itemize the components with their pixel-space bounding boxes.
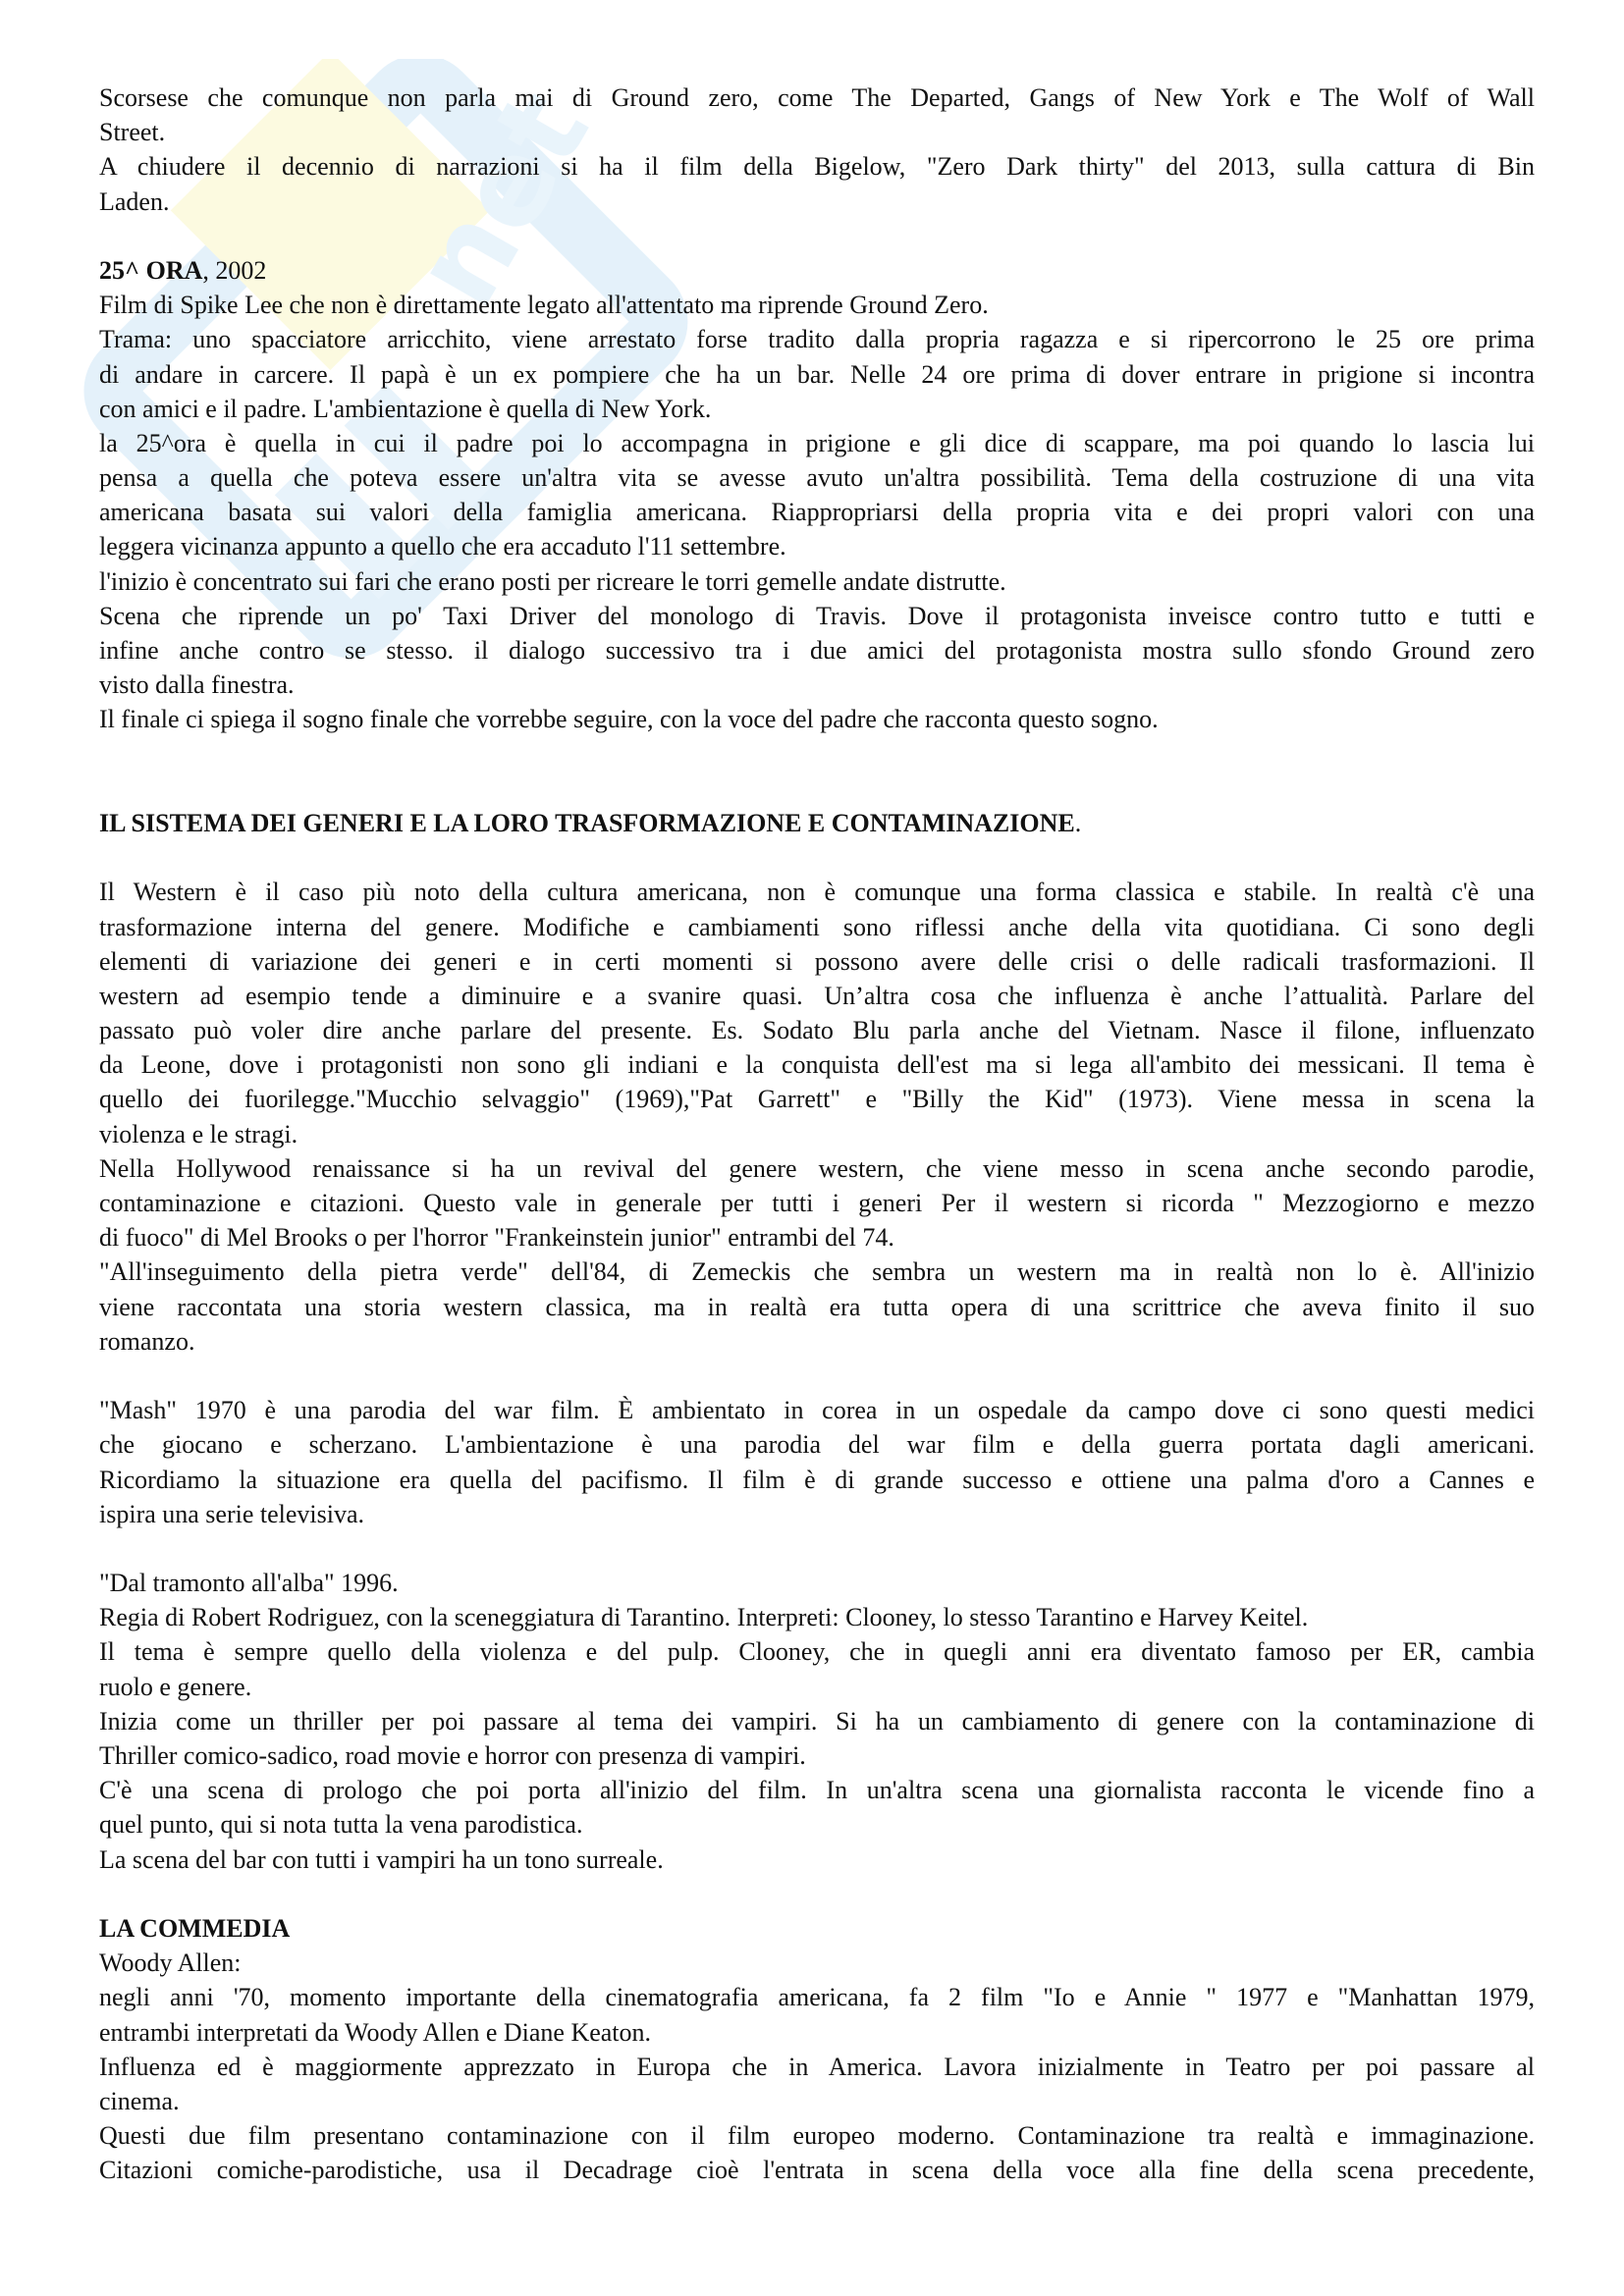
text-line: che giocano e scherzano. L'ambientazione è una parodia del war film e della guerra portata dagli americani. xyxy=(99,1430,1535,1460)
text-line: Nella Hollywood renaissance si ha un revival del genere western, che viene messo in scena anche secondo parodie, xyxy=(99,1153,1535,1183)
text-line: Questi due film presentano contaminazione con il film europeo moderno. Contaminazione tra realtà e immaginazione. xyxy=(99,2121,1535,2151)
text-line: passato può voler dire anche parlare del presente. Es. Sodato Blu parla anche del Vietnam. Nasce il filone, influenzato xyxy=(99,1016,1535,1045)
text-line: Regia di Robert Rodriguez, con la sceneggiatura di Tarantino. Interpreti: Clooney, lo stesso Tarantino e Harvey Keitel. xyxy=(99,1603,1309,1632)
text-line: Laden. xyxy=(99,187,170,216)
blank-line xyxy=(99,772,1535,806)
text-line: Scena che riprende un po' Taxi Driver del monologo di Travis. Dove il protagonista inveisce contro tutto e tutti e xyxy=(99,601,1535,630)
paragraph xyxy=(99,1566,1535,1877)
text-line: "All'inseguimento della pietra verde" dell'84, di Zemeckis che sembra un western ma in realtà non lo è. All'inizio xyxy=(99,1257,1535,1287)
text-line: quel punto, qui si nota tutta la vena parodistica. xyxy=(99,1810,583,1840)
heading-rest-text: . xyxy=(1074,808,1082,837)
blank-line xyxy=(99,1359,1535,1393)
text-line: da Leone, dove i protagonisti non sono gli indiani e la conquista dell'est ma si lega all'ambito dei messicani. Il tema è xyxy=(99,1050,1535,1080)
text-line: Film di Spike Lee che non è direttamente legato all'attentato ma riprende Ground Zero. xyxy=(99,291,989,320)
document-page xyxy=(99,80,1535,2187)
text-line: ruolo e genere. xyxy=(99,1672,252,1701)
text-line: La scena del bar con tutti i vampiri ha un tono surreale. xyxy=(99,1844,664,1874)
text-line: "Mash" 1970 è una parodia del war film. È ambientato in corea in un ospedale da campo dove ci sono questi medici xyxy=(99,1396,1535,1425)
text-line: trasformazione interna del genere. Modifiche e cambiamenti sono riflessi anche della vita quotidiana. Ci sono degli xyxy=(99,912,1535,941)
text-line: cinema. xyxy=(99,2086,180,2115)
heading-bold-text: LA COMMEDIA xyxy=(99,1913,291,1943)
text-line: leggera vicinanza appunto a quello che era accaduto l'11 settembre. xyxy=(99,532,786,561)
text-line: infine anche contro se stesso. il dialogo successivo tra i due amici del protagonista mostra sullo sfondo Ground zero xyxy=(99,636,1535,665)
text-line: Inizia come un thriller per poi passare al tema dei vampiri. Si ha un cambiamento di genere con la contaminazione di xyxy=(99,1706,1535,1735)
heading-bold-text: 25^ ORA xyxy=(99,255,203,285)
text-line: viene raccontata una storia western classica, ma in realtà era tutta opera di una scrittrice che aveva finito il suo xyxy=(99,1292,1535,1321)
text-line: di fuoco" di Mel Brooks o per l'horror "Frankeinstein junior" entrambi del 74. xyxy=(99,1223,894,1253)
blank-line xyxy=(99,219,1535,253)
paragraph xyxy=(99,875,1535,1359)
text-line: negli anni '70, momento importante della cinematografia americana, fa 2 film "Io e Annie " 1977 e "Manhattan 1979, xyxy=(99,1983,1535,2012)
text-line: Scorsese che comunque non parla mai di Ground zero, come The Departed, Gangs of New York e The Wolf of Wall xyxy=(99,83,1535,112)
blank-line xyxy=(99,1531,1535,1566)
text-line: Thriller comico-sadico, road movie e horror con presenza di vampiri. xyxy=(99,1741,806,1770)
text-line: visto dalla finestra. xyxy=(99,670,295,700)
text-line: Il Western è il caso più noto della cultura americana, non è comunque una forma classica e stabile. In realtà c'è una xyxy=(99,878,1535,907)
blank-line xyxy=(99,737,1535,772)
text-line: Influenza ed è maggiormente apprezzato in Europa che in America. Lavora inizialmente in Teatro per poi passare al xyxy=(99,2052,1535,2081)
paragraph xyxy=(99,80,1535,219)
text-line: pensa a quella che poteva essere un'altra vita se avesse avuto un'altra possibilità. Tema della costruzione di una vita xyxy=(99,463,1535,493)
text-line: Woody Allen: xyxy=(99,1949,242,1978)
svg-text:net: net xyxy=(387,69,617,329)
text-line: Trama: uno spacciatore arricchito, viene arrestato forse tradito dalla propria ragazza e si ripercorrono le 25 ore prima xyxy=(99,325,1535,354)
text-line: contaminazione e citazioni. Questo vale in generale per tutti i generi Per il western si ricorda " Mezzogiorno e mezzo xyxy=(99,1189,1535,1217)
text-line: C'è una scena di prologo che poi porta all'inizio del film. In un'altra scena una giornalista racconta le vicende fino a xyxy=(99,1776,1535,1805)
text-line: elementi di variazione dei generi e in certi momenti si possono avere delle crisi o delle radicali trasformazioni. Il xyxy=(99,946,1535,976)
text-line: Ricordiamo la situazione era quella del pacifismo. Il film è di grande successo e ottiene una palma d'oro a Cannes e xyxy=(99,1465,1535,1494)
text-line: americana basata sui valori della famiglia americana. Riappropriarsi della propria vita e dei propri valori con una xyxy=(99,498,1535,527)
section-heading xyxy=(99,806,1535,840)
text-line: di andare in carcere. Il papà è un ex pompiere che ha un bar. Nelle 24 ore prima di dover entrare in prigione si incontra xyxy=(99,359,1535,389)
blank-line xyxy=(99,1877,1535,1911)
text-line: Il finale ci spiega il sogno finale che vorrebbe seguire, con la voce del padre che racconta questo sogno. xyxy=(99,705,1159,734)
text-line: con amici e il padre. L'ambientazione è quella di New York. xyxy=(99,394,712,423)
text-line: A chiudere il decennio di narrazioni si ha il film della Bigelow, "Zero Dark thirty" del 2013, sulla cattura di Bin xyxy=(99,152,1535,182)
heading-bold-text: IL SISTEMA DEI GENERI E LA LORO TRASFORMAZIONE E CONTAMINAZIONE xyxy=(99,808,1075,837)
text-line: Street. xyxy=(99,118,166,147)
text-line: la 25^ora è quella in cui il padre poi lo accompagna in prigione e gli dice di scappare, ma poi quando lo lascia lui xyxy=(99,428,1535,457)
paragraph xyxy=(99,1393,1535,1531)
text-line: western ad esempio tende a diminuire e a svanire quasi. Un’altra cosa che influenza è anche l’attualità. Parlare del xyxy=(99,981,1535,1010)
blank-line xyxy=(99,840,1535,875)
text-line: violenza e le stragi. xyxy=(99,1119,298,1148)
text-line: l'inizio è concentrato sui fari che erano posti per ricreare le torri gemelle andate distrutte. xyxy=(99,566,1006,596)
section-heading xyxy=(99,253,1535,288)
text-line: ispira una serie televisiva. xyxy=(99,1499,365,1528)
heading-rest-text: , 2002 xyxy=(202,255,267,285)
text-line: quello dei fuorilegge."Mucchio selvaggio" (1969),"Pat Garrett" e "Billy the Kid" (1973). Viene messa in scena la xyxy=(99,1085,1535,1114)
text-line: Citazioni comiche-parodistiche, usa il Decadrage cioè l'entrata in scena della voce alla fine della scena precedente, xyxy=(99,2156,1535,2185)
section-heading xyxy=(99,1911,1535,1946)
text-line: Il tema è sempre quello della violenza e del pulp. Clooney, che in quegli anni era diventato famoso per ER, cambia xyxy=(99,1637,1535,1667)
paragraph xyxy=(99,1946,1535,2187)
paragraph xyxy=(99,288,1535,736)
text-line: "Dal tramonto all'alba" 1996. xyxy=(99,1569,399,1598)
text-line: romanzo. xyxy=(99,1326,195,1356)
text-line: entrambi interpretati da Woody Allen e Diane Keaton. xyxy=(99,2017,652,2047)
